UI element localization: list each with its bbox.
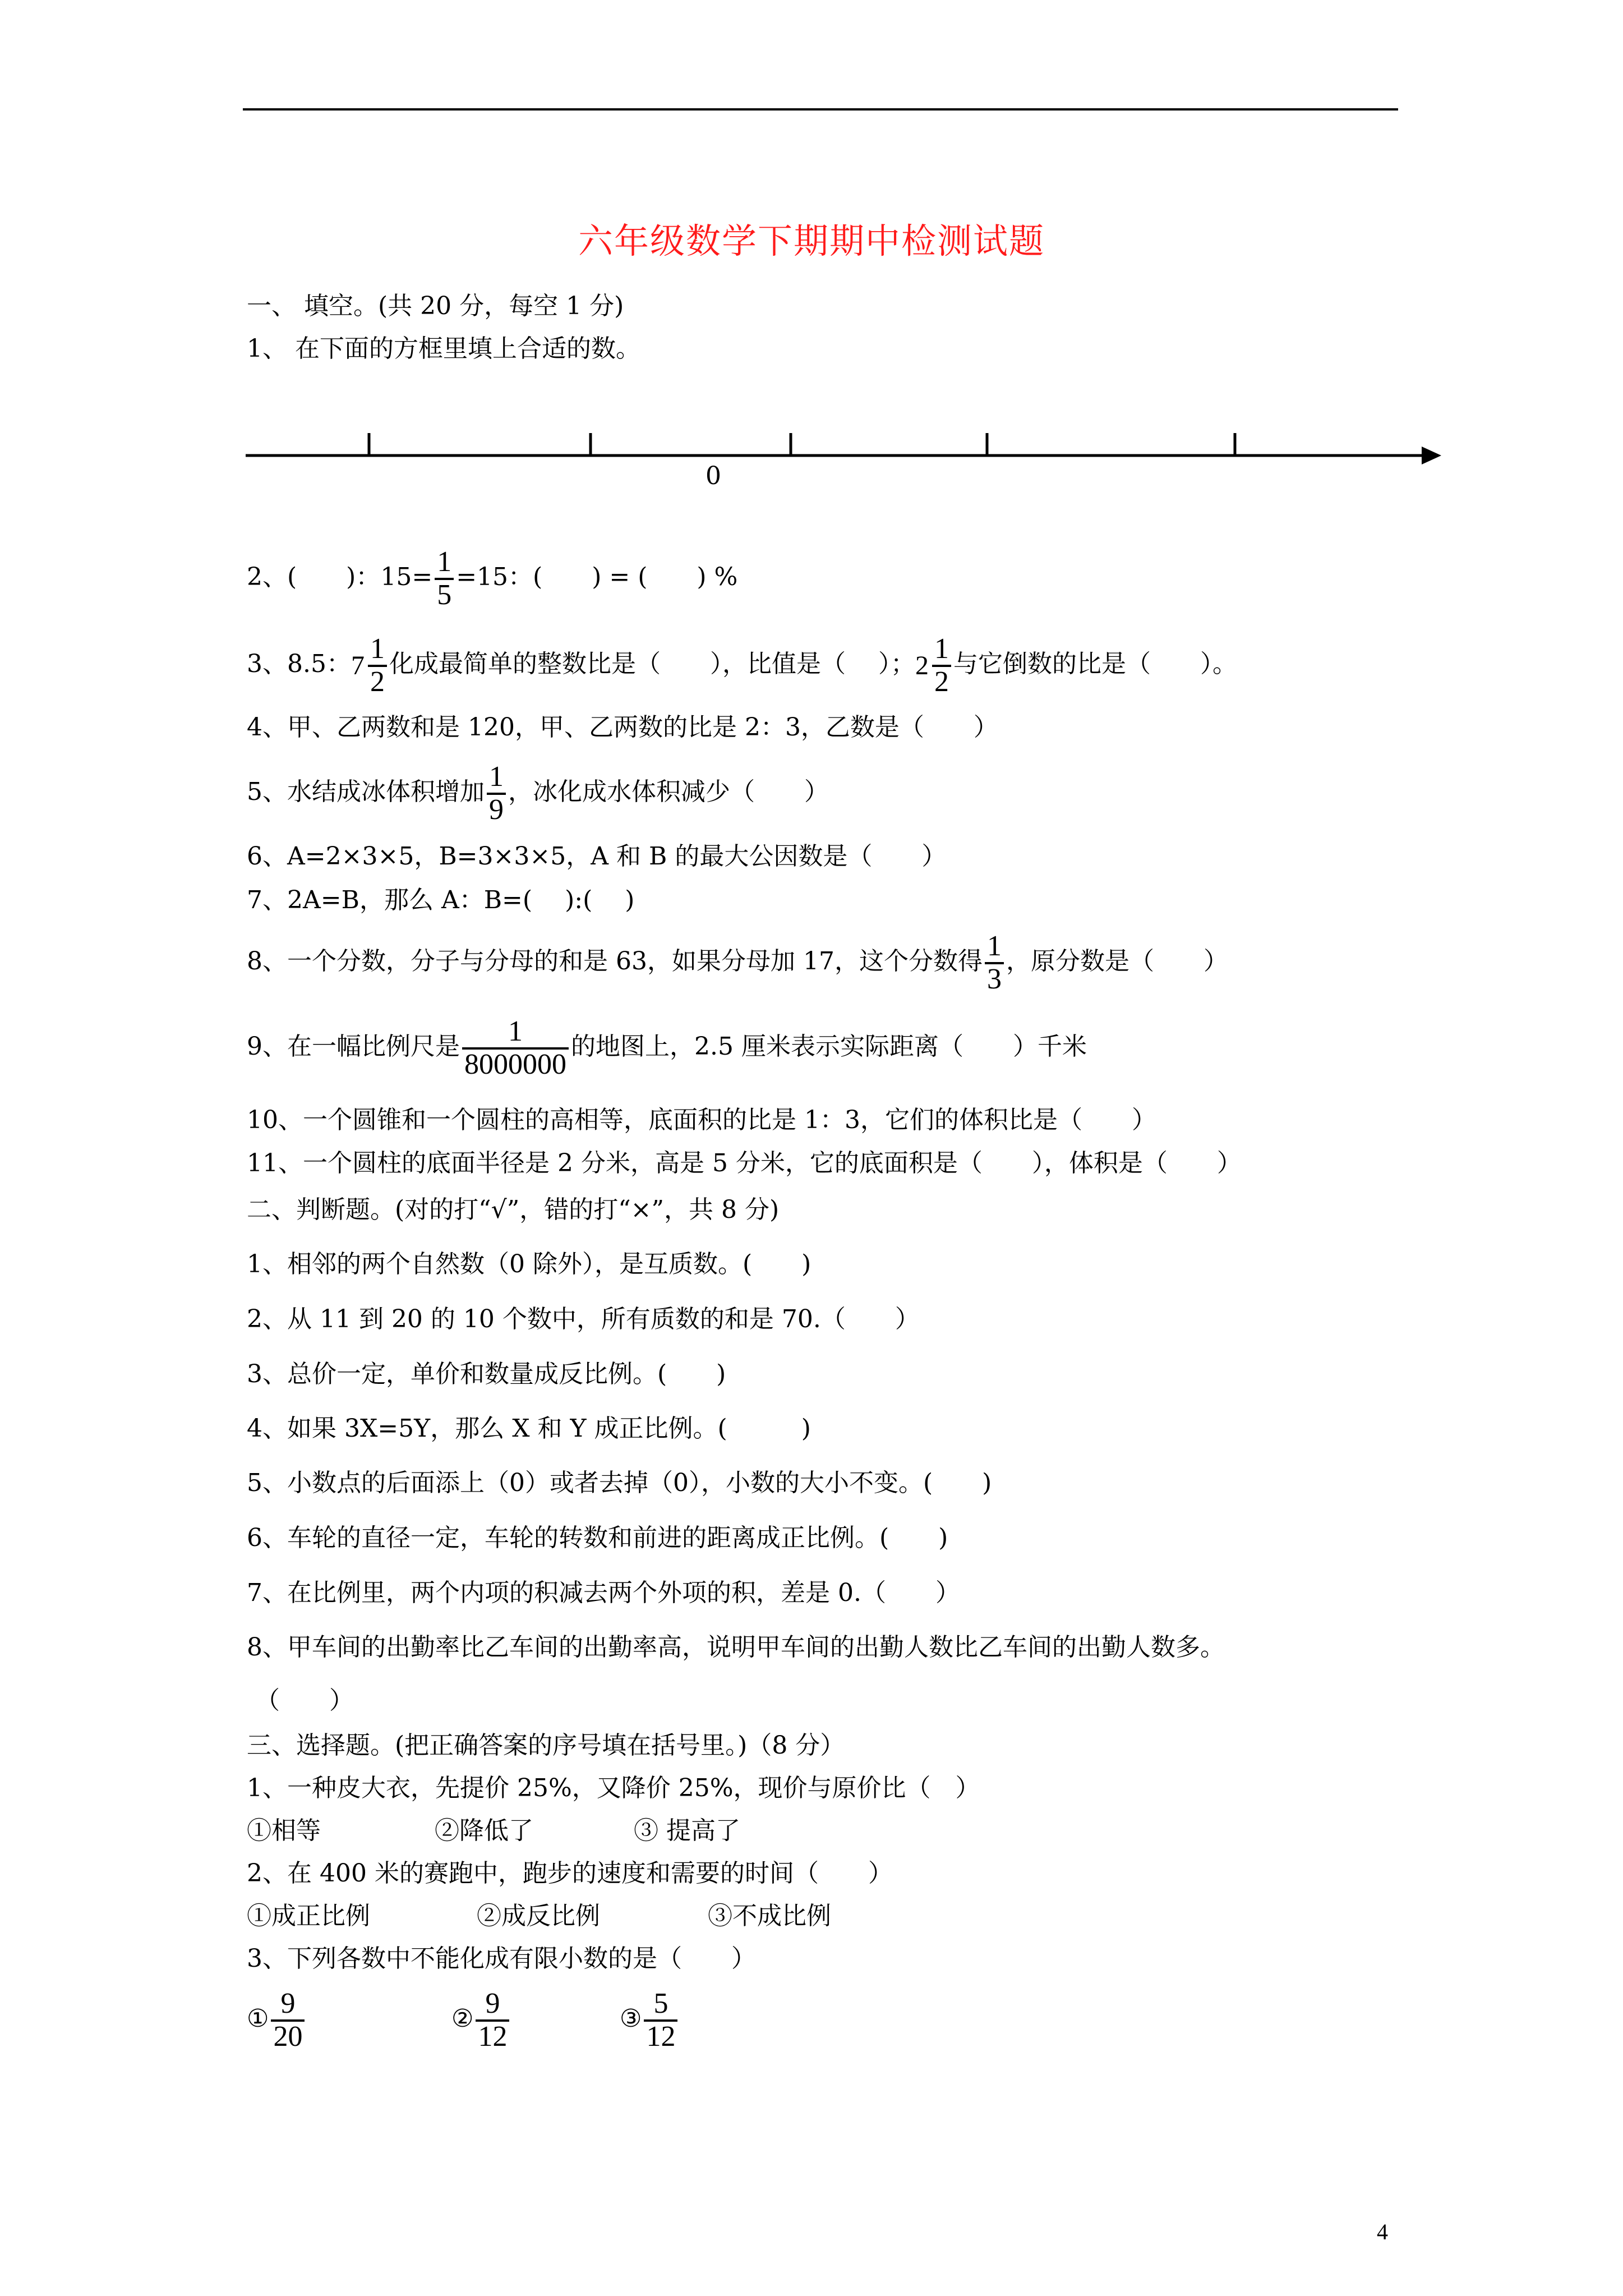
section3-header: 三、选择题。(把正确答案的序号填在括号里。)（8 分） <box>247 1731 845 1760</box>
mixed-whole: 7 <box>351 650 365 680</box>
fraction <box>487 762 506 825</box>
mixed-number <box>915 634 953 697</box>
fraction <box>271 1989 305 2052</box>
q3-text-a: 3、8.5： <box>247 650 351 679</box>
fraction-denominator: 5 <box>437 578 452 611</box>
s1-question-4: 4、甲、乙两数和是 120，甲、乙两数的比是 2：3，乙数是（ ） <box>247 713 998 742</box>
s1-question-1: 1、 在下面的方框里填上合适的数。 <box>247 334 640 363</box>
option <box>451 1989 620 2052</box>
s3-question-3: 3、下列各数中不能化成有限小数的是（ ） <box>247 1944 756 1973</box>
fraction <box>435 547 454 610</box>
s3-question-3-options <box>247 1989 680 2052</box>
fraction-numerator: 9 <box>476 1989 509 2022</box>
s1-question-8 <box>247 931 1228 995</box>
option: ②成反比例 <box>477 1902 600 1930</box>
s2-item-8: 8、甲车间的出勤率比乙车间的出勤率高，说明甲车间的出勤人数比乙车间的出勤人数多。 <box>247 1633 1225 1662</box>
fraction-numerator: 9 <box>271 1989 305 2022</box>
q8-text-a: 8、一个分数，分子与分母的和是 63，如果分母加 17，这个分数得 <box>247 947 983 976</box>
s1-question-2 <box>247 547 737 610</box>
fraction-numerator: 5 <box>644 1989 677 2022</box>
s1-question-5 <box>247 762 829 825</box>
fraction-denominator: 12 <box>646 2020 676 2053</box>
option-mark: ① <box>247 2004 269 2033</box>
fraction <box>985 931 1004 995</box>
fraction-numerator: 1 <box>462 1016 569 1050</box>
s2-item-4: 4、如果 3X=5Y，那么 X 和 Y 成正比例。( ) <box>247 1414 811 1443</box>
fraction-numerator: 1 <box>368 634 387 667</box>
q5-text-a: 5、水结成冰体积增加 <box>247 777 485 807</box>
q3-text-b: 化成最简单的整数比是（ ），比值是（ ）； <box>389 650 915 679</box>
q9-text-a: 9、在一幅比例尺是 <box>247 1032 460 1061</box>
s1-question-10: 10、一个圆锥和一个圆柱的高相等，底面积的比是 1：3，它们的体积比是（ ） <box>247 1106 1156 1134</box>
s1-question-7: 7、2A=B，那么 A：B=( ):( ) <box>247 886 635 914</box>
fraction-numerator: 1 <box>435 547 454 580</box>
s2-item-5: 5、小数点的后面添上（0）或者去掉（0），小数的大小不变。( ) <box>247 1469 992 1497</box>
s1-question-11: 11、一个圆柱的底面半径是 2 分米，高是 5 分米，它的底面积是（ ），体积是（ ） <box>247 1149 1242 1177</box>
fraction-numerator: 1 <box>985 931 1004 964</box>
mixed-whole: 2 <box>915 650 929 680</box>
option: ①成正比例 <box>247 1902 370 1930</box>
option <box>620 1989 680 2052</box>
option-mark: ③ <box>620 2004 642 2033</box>
s1-question-9 <box>247 1016 1087 1080</box>
option-mark: ② <box>451 2004 474 2033</box>
fraction <box>476 1989 509 2052</box>
s1-question-3 <box>247 634 1237 697</box>
number-line <box>241 426 1447 488</box>
page-title: 六年级数学下期期中检测试题 <box>578 220 1045 261</box>
s2-item-8-answer-paren: （ ） <box>255 1686 354 1715</box>
s1-question-6: 6、A=2×3×5，B=3×3×5，A 和 B 的最大公因数是（ ） <box>247 842 947 871</box>
s3-question-1-options <box>247 1816 740 1845</box>
fraction <box>368 634 387 697</box>
option: ③ 提高了 <box>634 1816 740 1845</box>
option: ③不成比例 <box>708 1902 831 1930</box>
fraction-denominator: 20 <box>273 2020 303 2053</box>
s2-item-6: 6、车轮的直径一定，车轮的转数和前进的距离成正比例。( ) <box>247 1524 948 1552</box>
option: ②降低了 <box>435 1816 533 1845</box>
q2-text-b: =15：( ) = ( ) % <box>456 563 738 592</box>
fraction-denominator: 2 <box>370 665 385 698</box>
s2-item-3: 3、总价一定，单价和数量成反比例。( ) <box>247 1360 726 1388</box>
fraction-denominator: 3 <box>986 963 1002 995</box>
fraction-denominator: 8000000 <box>464 1048 566 1080</box>
mixed-number <box>351 634 389 697</box>
fraction-numerator: 1 <box>487 762 506 795</box>
fraction <box>644 1989 677 2052</box>
q9-text-b: 的地图上，2.5 厘米表示实际距离（ ）千米 <box>571 1032 1087 1061</box>
number-line-zero-label: 0 <box>706 462 721 490</box>
option: ①相等 <box>247 1816 321 1845</box>
fraction <box>462 1016 569 1080</box>
header-rule <box>243 108 1398 111</box>
s3-question-2: 2、在 400 米的赛跑中，跑步的速度和需要的时间（ ） <box>247 1859 893 1888</box>
number-line-arrow <box>1422 447 1441 464</box>
fraction-numerator: 1 <box>932 634 951 667</box>
s3-question-2-options <box>247 1904 831 1929</box>
fraction-denominator: 12 <box>478 2020 508 2053</box>
option <box>247 1989 451 2052</box>
fraction-denominator: 2 <box>934 665 949 698</box>
s2-item-7: 7、在比例里，两个内项的积减去两个外项的积，差是 0.（ ） <box>247 1579 960 1607</box>
section1-header: 一、 填空。(共 20 分，每空 1 分) <box>247 292 624 320</box>
fraction <box>932 634 951 697</box>
fraction-denominator: 9 <box>489 793 504 826</box>
page-number: 4 <box>1377 2219 1388 2244</box>
section2-header: 二、判断题。(对的打“√”，错的打“×”，共 8 分) <box>247 1195 780 1224</box>
q5-text-b: ，冰化成水体积减少（ ） <box>508 777 829 807</box>
s2-item-2: 2、从 11 到 20 的 10 个数中，所有质数的和是 70.（ ） <box>247 1305 920 1333</box>
s3-question-1: 1、一种皮大衣，先提价 25%，又降价 25%，现价与原价比（ ） <box>247 1774 980 1802</box>
q2-text-a: 2、( )：15= <box>247 563 433 592</box>
q3-text-c: 与它倒数的比是（ ）。 <box>953 650 1237 679</box>
s2-item-1: 1、相邻的两个自然数（0 除外），是互质数。( ) <box>247 1250 811 1278</box>
q8-text-b: ，原分数是（ ） <box>1006 947 1228 976</box>
